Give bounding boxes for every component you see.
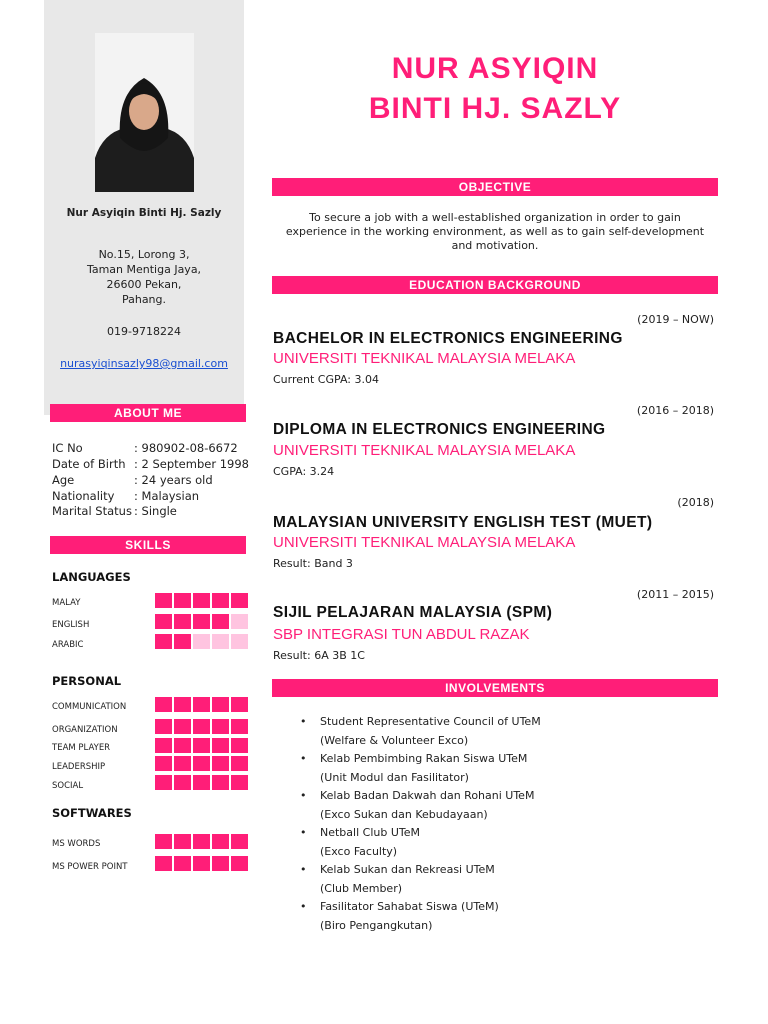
about-key: Nationality — [52, 489, 115, 503]
rating-square-filled — [193, 697, 210, 712]
skill-label: MALAY — [52, 598, 81, 608]
rating-bar — [155, 738, 248, 753]
about-value: : 2 September 1998 — [134, 457, 249, 471]
about-value: : 24 years old — [134, 473, 213, 487]
about-value: : Malaysian — [134, 489, 200, 503]
involvement-role: (Exco Sukan dan Kebudayaan) — [320, 807, 488, 821]
rating-square-filled — [212, 614, 229, 629]
list-item — [300, 898, 720, 935]
about-nationality — [52, 489, 199, 503]
about-key: Date of Birth — [52, 457, 126, 471]
profile-photo — [95, 33, 194, 192]
education-school: UNIVERSITI TEKNIKAL MALAYSIA MELAKA — [273, 534, 576, 551]
rating-square-filled — [155, 775, 172, 790]
involvements-header: INVOLVEMENTS — [272, 679, 718, 697]
involvement-title: Netball Club UTeM — [320, 826, 420, 839]
rating-square-filled — [231, 719, 248, 734]
rating-bar — [155, 719, 248, 734]
involvement-title: Kelab Sukan dan Rekreasi UTeM — [320, 863, 495, 876]
languages-heading: LANGUAGES — [52, 570, 131, 584]
education-year: (2011 – 2015) — [636, 588, 714, 601]
rating-bar — [155, 856, 248, 871]
rating-square-filled — [174, 697, 191, 712]
involvement-role: (Exco Faculty) — [320, 844, 398, 858]
list-item — [300, 824, 720, 861]
name-title-line-2: BINTI HJ. SAZLY — [368, 92, 622, 125]
rating-square-filled — [212, 593, 229, 608]
rating-square-filled — [174, 834, 191, 849]
list-item — [300, 750, 720, 787]
rating-square-filled — [193, 775, 210, 790]
rating-square-filled — [174, 856, 191, 871]
rating-square-filled — [174, 738, 191, 753]
involvement-role: (Welfare & Volunteer Exco) — [320, 733, 469, 747]
skill-label: TEAM PLAYER — [52, 743, 111, 753]
rating-square-filled — [231, 738, 248, 753]
involvement-title: Kelab Pembimbing Rakan Siswa UTeM — [320, 752, 528, 765]
bullet-icon: • — [300, 863, 307, 876]
rating-square-filled — [212, 834, 229, 849]
rating-square-filled — [193, 834, 210, 849]
about-key: Marital Status — [52, 504, 132, 518]
education-degree: MALAYSIAN UNIVERSITY ENGLISH TEST (MUET) — [273, 514, 653, 531]
skill-label: MS POWER POINT — [52, 862, 128, 872]
education-result: CGPA: 3.24 — [273, 465, 335, 478]
rating-bar — [155, 614, 248, 629]
phone-number: 019-9718224 — [107, 325, 181, 338]
rating-square-filled — [231, 697, 248, 712]
involvement-role: (Biro Pengangkutan) — [320, 918, 433, 932]
rating-square-filled — [212, 775, 229, 790]
rating-square-filled — [155, 756, 172, 771]
profile-photo-illustration — [95, 33, 194, 192]
email-link[interactable]: nurasyiqinsazly98@gmail.com — [60, 357, 228, 370]
rating-bar — [155, 834, 248, 849]
bullet-icon: • — [300, 752, 307, 765]
rating-square-filled — [174, 756, 191, 771]
education-result: Current CGPA: 3.04 — [273, 373, 379, 386]
rating-square-filled — [193, 856, 210, 871]
about-me-header: ABOUT ME — [50, 404, 246, 422]
address-line-3: 26600 Pekan, — [106, 278, 182, 291]
rating-square-empty — [193, 634, 210, 649]
bullet-icon: • — [300, 789, 307, 802]
rating-bar — [155, 775, 248, 790]
involvement-role: (Unit Modul dan Fasilitator) — [320, 770, 469, 784]
rating-square-filled — [193, 738, 210, 753]
name-title-line-1: NUR ASYIQIN — [391, 52, 599, 85]
about-age — [52, 473, 213, 487]
involvement-role: (Club Member) — [320, 881, 403, 895]
rating-square-filled — [174, 593, 191, 608]
softwares-heading: SOFTWARES — [52, 806, 132, 820]
education-degree: DIPLOMA IN ELECTRONICS ENGINEERING — [273, 421, 606, 438]
sidebar-full-name: Nur Asyiqin Binti Hj. Sazly — [66, 207, 222, 219]
skill-label: MS WORDS — [52, 839, 101, 849]
skill-label: COMMUNICATION — [52, 702, 127, 712]
education-year: (2019 – NOW) — [637, 313, 714, 326]
rating-square-filled — [212, 856, 229, 871]
rating-square-filled — [193, 593, 210, 608]
list-item — [300, 713, 720, 750]
about-dob — [52, 457, 249, 471]
rating-square-filled — [231, 834, 248, 849]
list-item — [300, 787, 720, 824]
rating-square-filled — [174, 634, 191, 649]
list-item — [300, 861, 720, 898]
education-degree: BACHELOR IN ELECTRONICS ENGINEERING — [273, 330, 623, 347]
skill-label: ORGANIZATION — [52, 725, 118, 735]
about-value: : 980902-08-6672 — [134, 441, 238, 455]
rating-square-filled — [212, 697, 229, 712]
rating-square-filled — [174, 719, 191, 734]
involvement-title: Kelab Badan Dakwah dan Rohani UTeM — [320, 789, 535, 802]
skill-label: ARABIC — [52, 640, 84, 650]
rating-square-empty — [231, 614, 248, 629]
rating-square-filled — [212, 719, 229, 734]
objective-header: OBJECTIVE — [272, 178, 718, 196]
rating-square-filled — [155, 697, 172, 712]
education-year: (2016 – 2018) — [636, 404, 714, 417]
rating-square-filled — [212, 738, 229, 753]
rating-square-empty — [231, 634, 248, 649]
skill-label: ENGLISH — [52, 620, 90, 630]
rating-square-filled — [155, 856, 172, 871]
personal-heading: PERSONAL — [52, 674, 122, 688]
about-marital — [52, 504, 177, 518]
rating-square-filled — [155, 593, 172, 608]
about-key: IC No — [52, 441, 83, 455]
bullet-icon: • — [300, 715, 307, 728]
rating-square-filled — [231, 756, 248, 771]
education-school: UNIVERSITI TEKNIKAL MALAYSIA MELAKA — [273, 442, 576, 459]
education-year: (2018) — [677, 496, 714, 509]
education-school: SBP INTEGRASI TUN ABDUL RAZAK — [273, 626, 530, 643]
objective-text: To secure a job with a well-established organization in order to gain experience in the working environment, as well as to gain self-development and motivation. — [285, 211, 705, 252]
skills-header: SKILLS — [50, 536, 246, 554]
rating-square-filled — [155, 614, 172, 629]
involvement-title: Student Representative Council of UTeM — [320, 715, 541, 728]
involvement-title: Fasilitator Sahabat Siswa (UTeM) — [320, 900, 499, 913]
rating-square-filled — [231, 856, 248, 871]
rating-bar — [155, 593, 248, 608]
rating-square-filled — [231, 775, 248, 790]
bullet-icon: • — [300, 900, 307, 913]
education-result: Result: Band 3 — [273, 557, 353, 570]
address-line-4: Pahang. — [121, 293, 167, 306]
address-line-1: No.15, Lorong 3, — [98, 248, 190, 261]
rating-bar — [155, 697, 248, 712]
rating-bar — [155, 756, 248, 771]
rating-square-filled — [231, 593, 248, 608]
rating-square-filled — [155, 738, 172, 753]
rating-square-filled — [212, 756, 229, 771]
education-school: UNIVERSITI TEKNIKAL MALAYSIA MELAKA — [273, 350, 576, 367]
involvements-list — [300, 713, 720, 935]
rating-square-filled — [193, 719, 210, 734]
rating-square-filled — [155, 634, 172, 649]
rating-square-filled — [174, 614, 191, 629]
skill-label: SOCIAL — [52, 781, 84, 791]
education-header: EDUCATION BACKGROUND — [272, 276, 718, 294]
rating-square-filled — [155, 719, 172, 734]
rating-square-filled — [193, 756, 210, 771]
address-line-2: Taman Mentiga Jaya, — [86, 263, 202, 276]
rating-bar — [155, 634, 248, 649]
rating-square-filled — [193, 614, 210, 629]
about-key: Age — [52, 473, 75, 487]
skill-label: LEADERSHIP — [52, 762, 106, 772]
rating-square-filled — [155, 834, 172, 849]
about-value: : Single — [134, 504, 177, 518]
rating-square-empty — [212, 634, 229, 649]
rating-square-filled — [174, 775, 191, 790]
about-ic — [52, 441, 238, 455]
education-result: Result: 6A 3B 1C — [273, 649, 365, 662]
education-degree: SIJIL PELAJARAN MALAYSIA (SPM) — [273, 604, 553, 621]
bullet-icon: • — [300, 826, 307, 839]
